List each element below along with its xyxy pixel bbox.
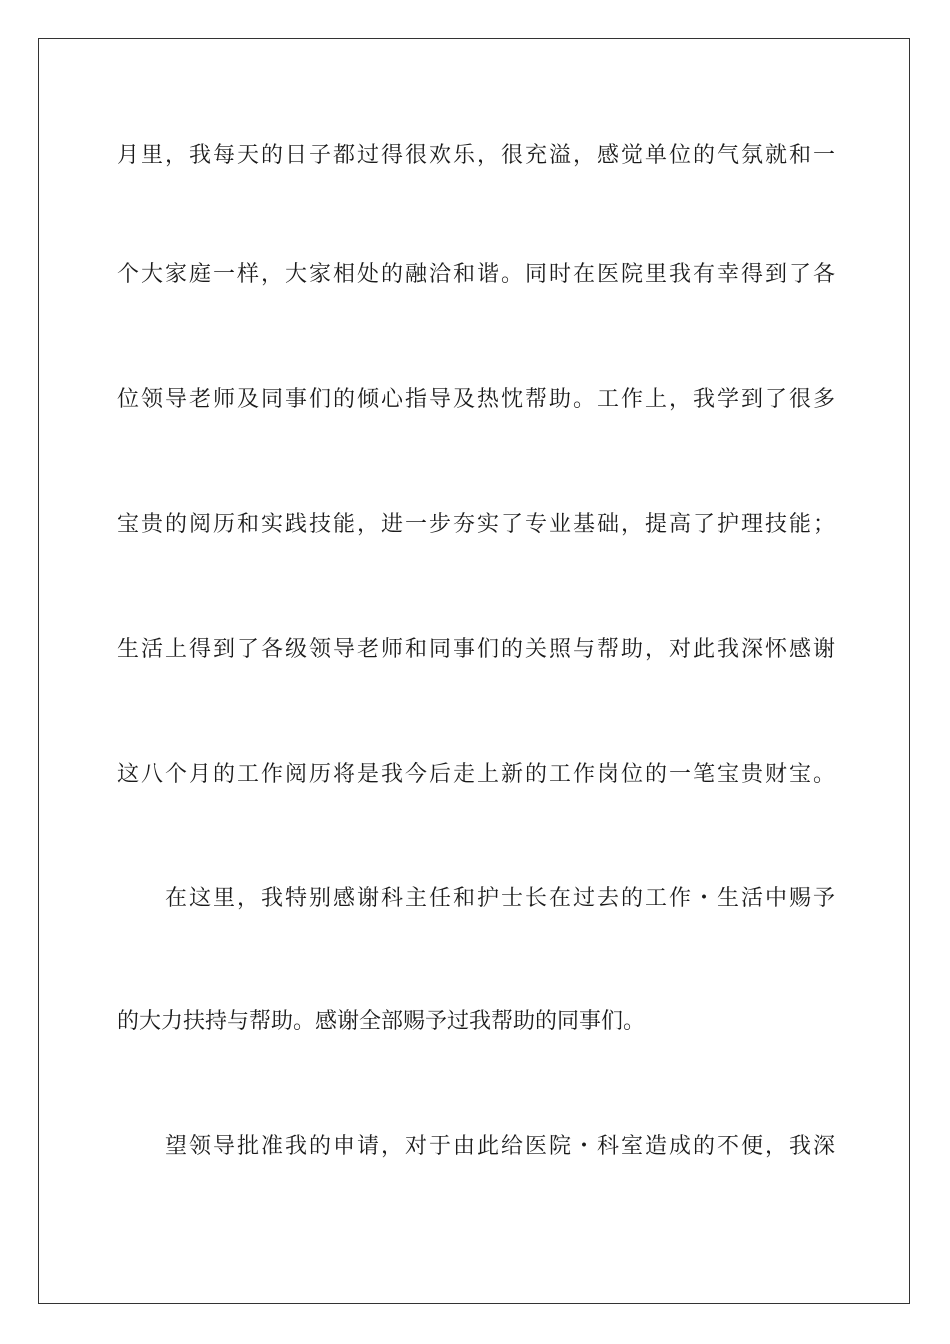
text-line-8: 的大力扶持与帮助。感谢全部赐予过我帮助的同事们。 (117, 1009, 646, 1034)
text-line-6: 这八个月的工作阅历将是我今后走上新的工作岗位的一笔宝贵财宝。 (117, 762, 835, 787)
text-line-7: 在这里，我特别感谢科主任和护士长在过去的工作・生活中赐予 (165, 886, 835, 911)
text-line-9: 望领导批准我的申请，对于由此给医院・科室造成的不便，我深 (165, 1134, 835, 1159)
page-border (38, 38, 910, 1304)
text-line-2: 个大家庭一样，大家相处的融洽和谐。同时在医院里我有幸得到了各 (117, 262, 835, 287)
text-line-3: 位领导老师及同事们的倾心指导及热忱帮助。工作上，我学到了很多 (117, 387, 835, 412)
text-line-1: 月里，我每天的日子都过得很欢乐，很充溢，感觉单位的气氛就和一 (117, 143, 835, 168)
text-line-4: 宝贵的阅历和实践技能，进一步夯实了专业基础，提高了护理技能； (117, 512, 835, 537)
text-line-5: 生活上得到了各级领导老师和同事们的关照与帮助，对此我深怀感谢 (117, 637, 835, 662)
